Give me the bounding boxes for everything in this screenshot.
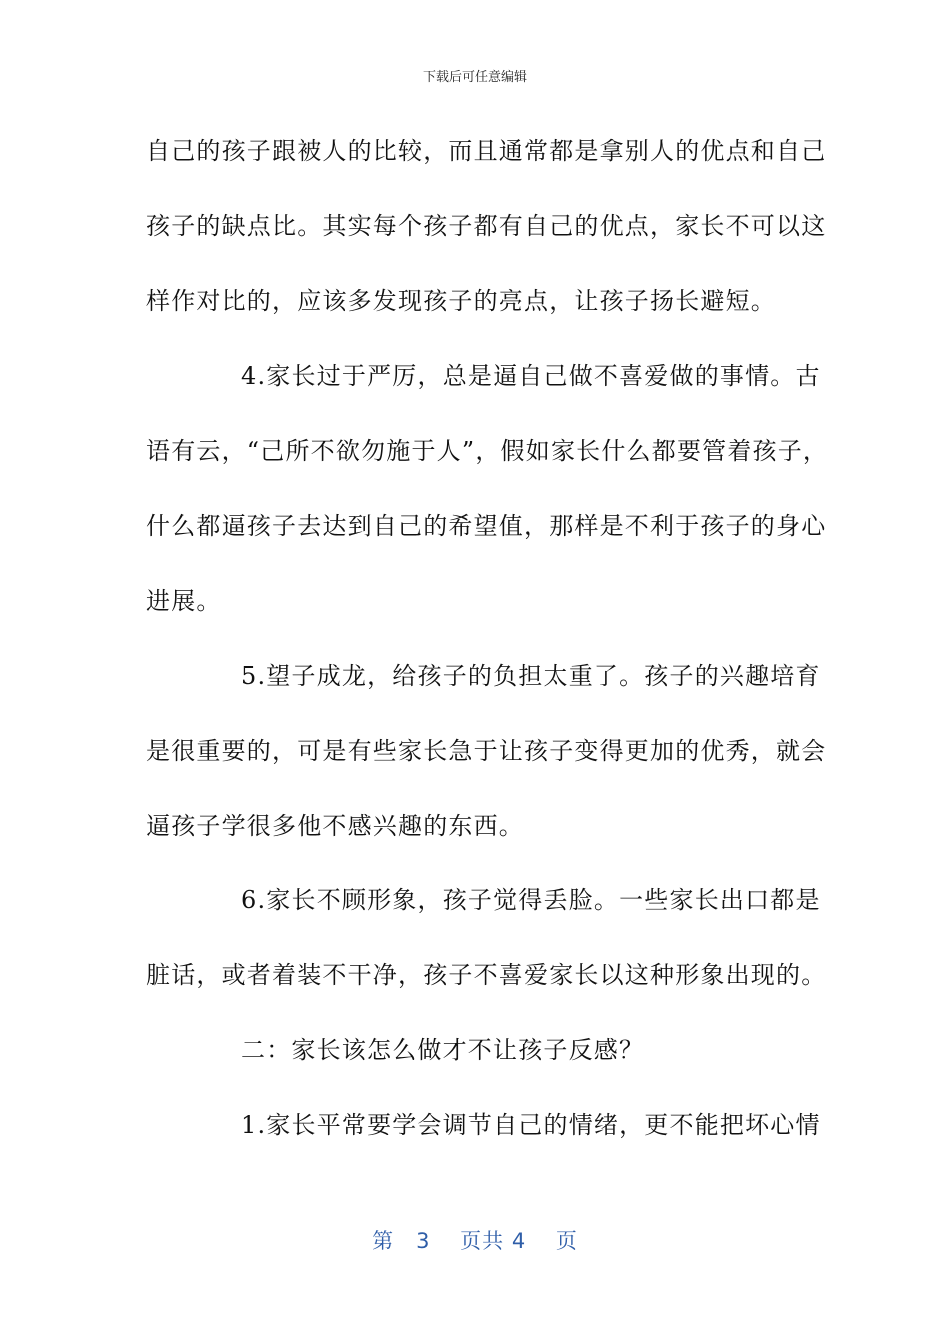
text-line: 脏话，或者着装不干净，孩子不喜爱家长以这种形象出现的。	[146, 961, 827, 989]
text-line: 自己的孩子跟被人的比较，而且通常都是拿别人的优点和自己	[146, 137, 827, 165]
page-header: 下载后可任意编辑	[422, 70, 527, 85]
text-line: 是很重要的，可是有些家长急于让孩子变得更加的优秀，就会	[146, 737, 827, 765]
text-line: 4.家长过于严厉，总是逼自己做不喜爱做的事情。古	[241, 362, 821, 390]
text-line: 二：家长该怎么做才不让孩子反感？	[241, 1036, 645, 1064]
page-footer: 第 3 页共 4 页	[372, 1229, 578, 1253]
text-line: 进展。	[146, 587, 222, 615]
text-line: 孩子的缺点比。其实每个孩子都有自己的优点，家长不可以这	[146, 212, 827, 240]
text-line: 逼孩子学很多他不感兴趣的东西。	[146, 812, 524, 840]
text-line: 什么都逼孩子去达到自己的希望值，那样是不利于孩子的身心	[146, 512, 827, 540]
text-line: 1.家长平常要学会调节自己的情绪，更不能把坏心情	[241, 1111, 821, 1139]
text-line: 语有云，“己所不欲勿施于人”，假如家长什么都要管着孩子，	[146, 437, 829, 465]
text-line: 样作对比的，应该多发现孩子的亮点，让孩子扬长避短。	[146, 287, 776, 315]
text-line: 6.家长不顾形象，孩子觉得丢脸。一些家长出口都是	[241, 886, 821, 914]
text-line: 5.望子成龙，给孩子的负担太重了。孩子的兴趣培育	[241, 662, 821, 690]
